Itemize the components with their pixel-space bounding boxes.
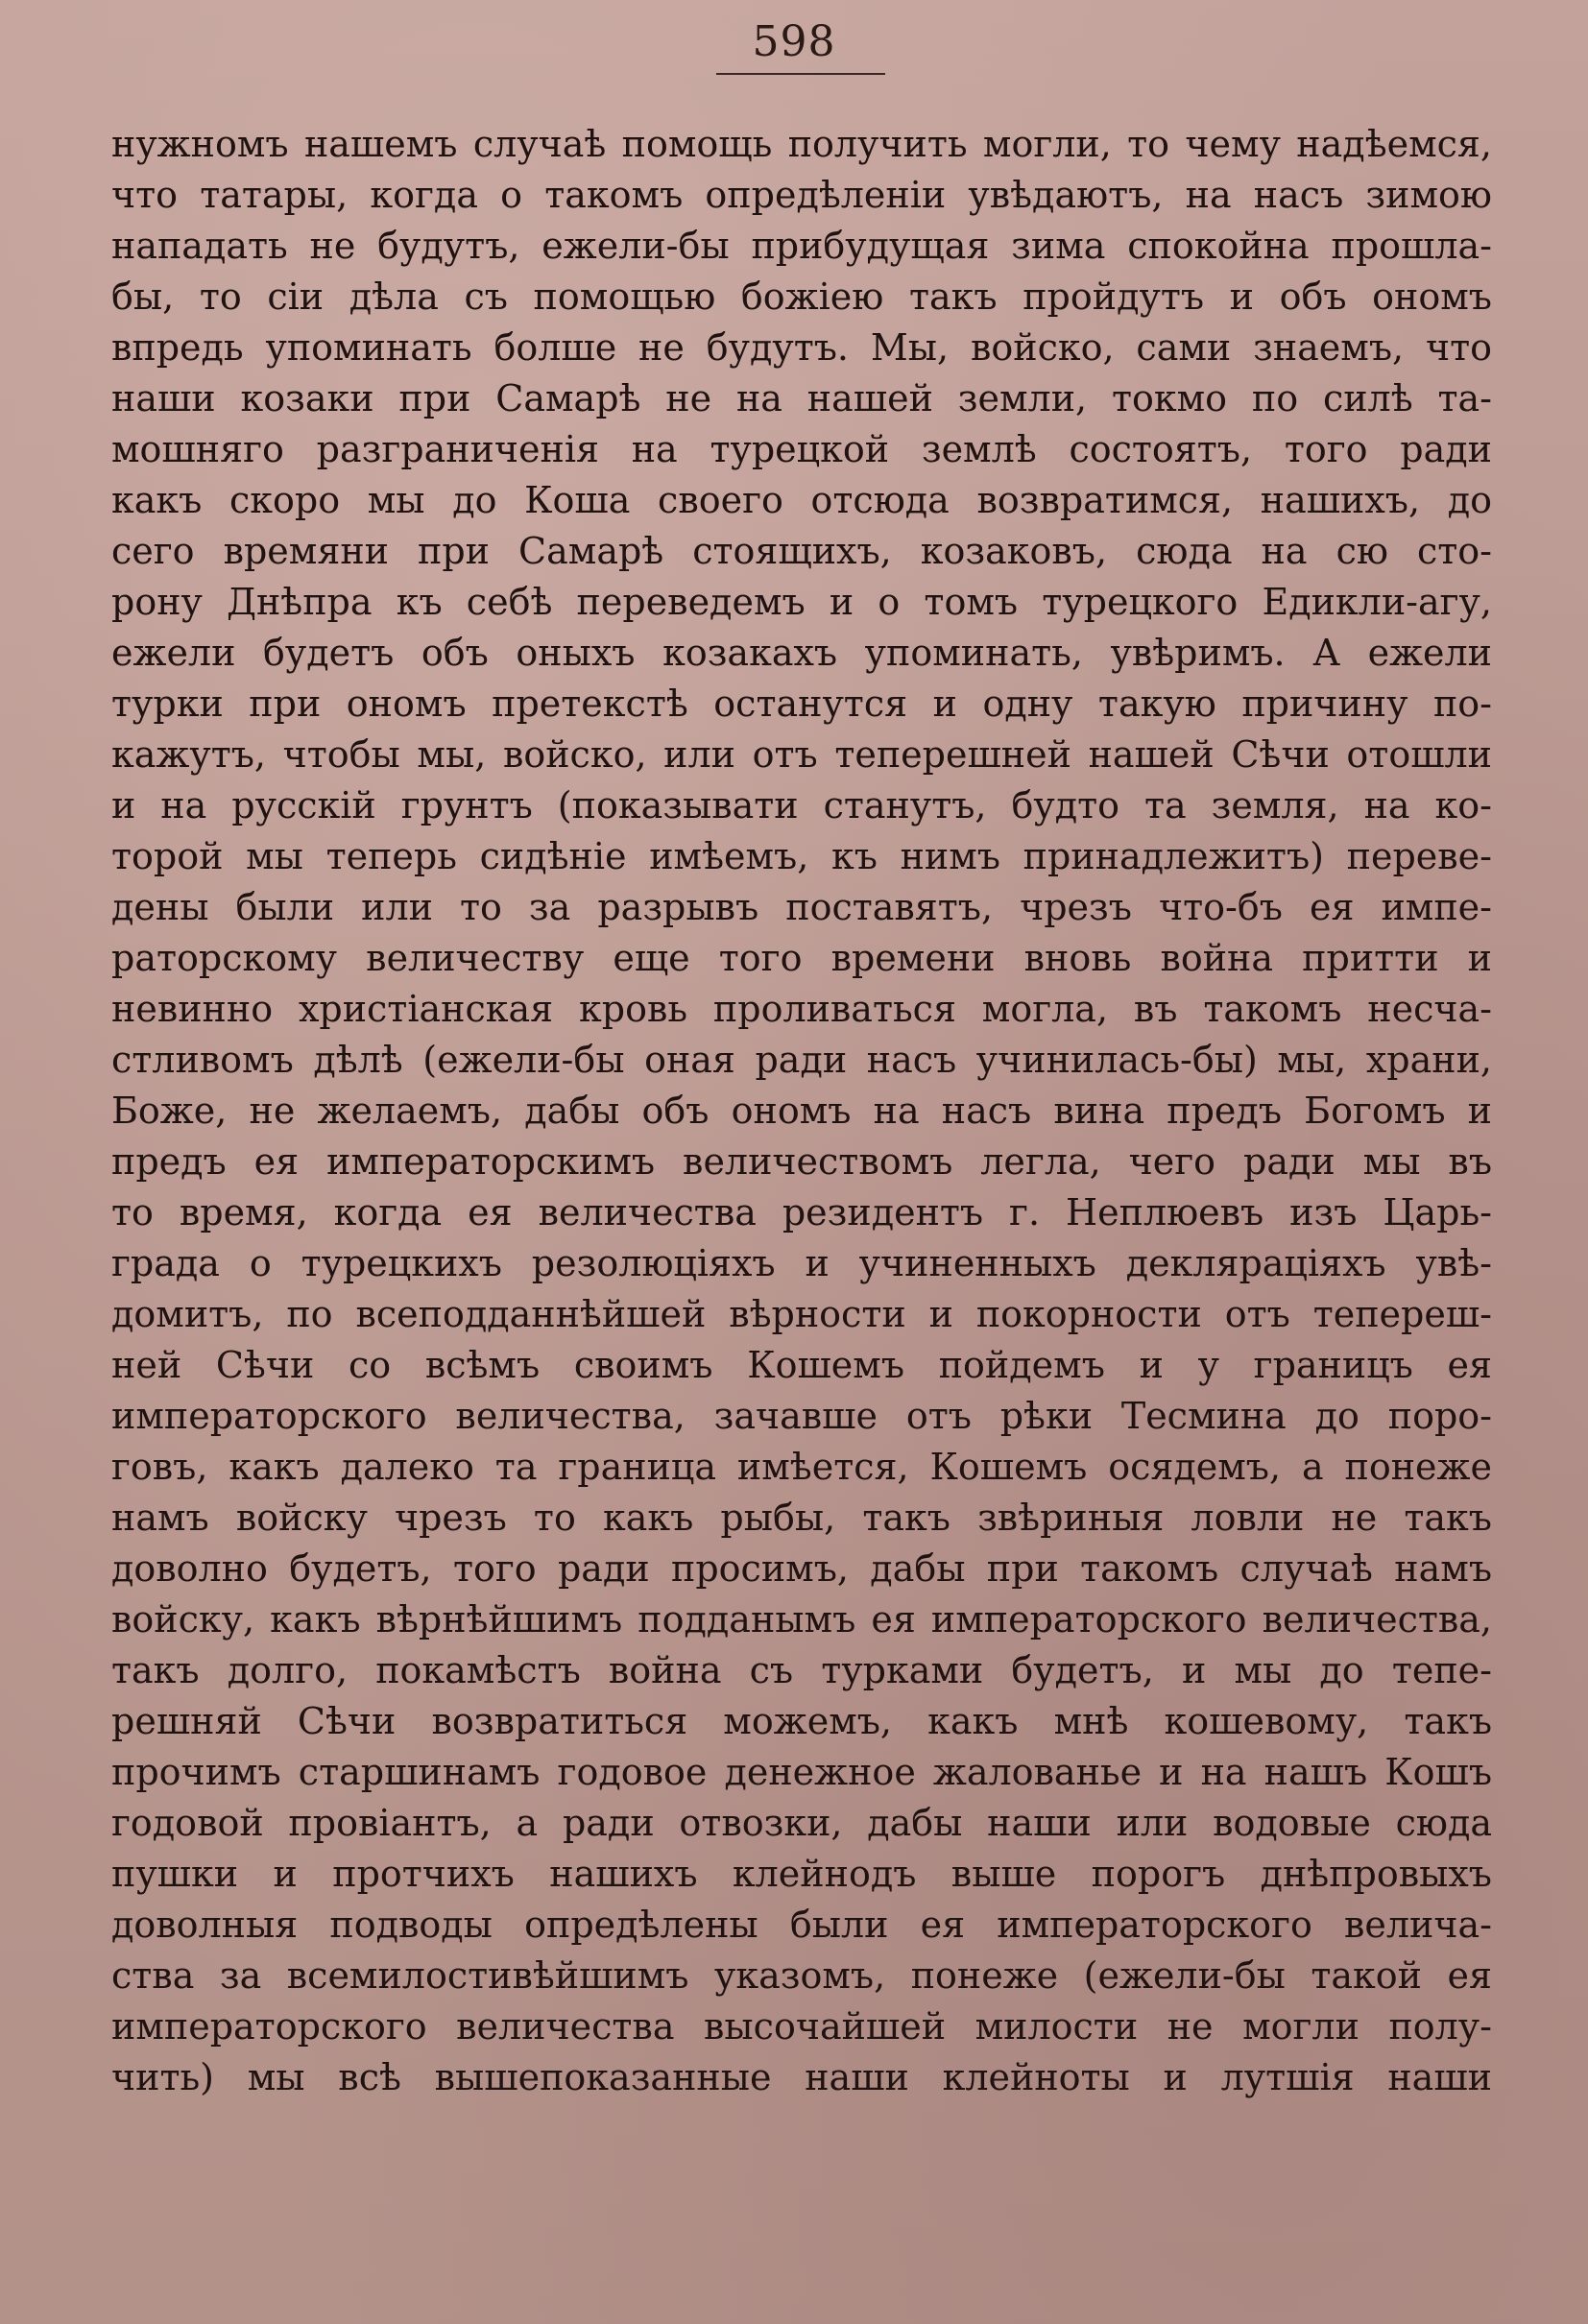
text-line: раторскому величеству еще того времени вновь война притти и bbox=[111, 937, 1492, 979]
text-line: нужномъ нашемъ случаѣ помощь получить могли, то чему надѣемся, bbox=[111, 123, 1492, 165]
text-line: прочимъ старшинамъ годовое денежное жалованье и на нашъ Кошъ bbox=[111, 1751, 1492, 1793]
text-line: града о турецкихъ резолюціяхъ и учиненныхъ декляраціяхъ увѣ- bbox=[111, 1242, 1492, 1284]
text-line: невинно христіанская кровь проливаться могла, въ такомъ несча- bbox=[111, 988, 1492, 1030]
text-line: императорского величества, зачавше отъ рѣки Тесмина до поро- bbox=[111, 1395, 1492, 1437]
text-line: то время, когда ея величества резидентъ г. Неплюевъ изъ Царь- bbox=[111, 1191, 1492, 1234]
text-line: войску, какъ вѣрнѣйшимъ подданымъ ея императорского величества, bbox=[111, 1598, 1492, 1641]
text-line: такъ долго, покамѣстъ война съ турками будетъ, и мы до тепе- bbox=[111, 1649, 1492, 1691]
body-text bbox=[111, 119, 1492, 2103]
text-line: императорского величества высочайшей милости не могли полу- bbox=[111, 2005, 1492, 2048]
text-line: сего времяни при Самарѣ стоящихъ, козаковъ, сюда на сю сто- bbox=[111, 530, 1492, 572]
text-line: чить) мы всѣ вышепоказанные наши клейноты и лутшія наши bbox=[111, 2056, 1492, 2098]
text-line: нападать не будутъ, ежели-бы прибудущая зима спокойна прошла- bbox=[111, 225, 1492, 267]
text-line: ежели будетъ объ оныхъ козакахъ упоминать, увѣримъ. А ежели bbox=[111, 632, 1492, 674]
text-line: рону Днѣпра къ себѣ переведемъ и о томъ турецкого Едикли-агу, bbox=[111, 581, 1492, 623]
text-line: домитъ, по всеподданнѣйшей вѣрности и покорности отъ тепереш- bbox=[111, 1293, 1492, 1335]
text-line: торой мы теперь сидѣніе имѣемъ, къ нимъ принадлежитъ) переве- bbox=[111, 835, 1492, 877]
text-line: стливомъ дѣлѣ (ежели-бы оная ради насъ учинилась-бы) мы, храни, bbox=[111, 1039, 1492, 1081]
text-line: намъ войску чрезъ то какъ рыбы, такъ звѣриныя ловли не такъ bbox=[111, 1497, 1492, 1539]
text-line: пушки и протчихъ нашихъ клейнодъ выше порогъ днѣпровыхъ bbox=[111, 1853, 1492, 1895]
text-line: какъ скоро мы до Коша своего отсюда возвратимся, нашихъ, до bbox=[111, 479, 1492, 521]
text-line: и на русскій грунтъ (показывати станутъ, будто та земля, на ко- bbox=[111, 784, 1492, 827]
text-line: решняй Сѣчи возвратиться можемъ, какъ мнѣ кошевому, такъ bbox=[111, 1700, 1492, 1742]
text-line: турки при ономъ претекстѣ останутся и одну такую причину по- bbox=[111, 683, 1492, 725]
text-line: ней Сѣчи со всѣмъ своимъ Кошемъ пойдемъ и у границъ ея bbox=[111, 1344, 1492, 1386]
text-line: что татары, когда о такомъ опредѣленіи увѣдаютъ, на насъ зимою bbox=[111, 174, 1492, 216]
text-line: Боже, не желаемъ, дабы объ ономъ на насъ вина предъ Богомъ и bbox=[111, 1090, 1492, 1132]
text-line: доволныя подводы опредѣлены были ея императорского велича- bbox=[111, 1904, 1492, 1946]
text-line: впредь упоминать болше не будутъ. Мы, войско, сами знаемъ, что bbox=[111, 326, 1492, 369]
text-line: ства за всемилостивѣйшимъ указомъ, понеже (ежели-бы такой ея bbox=[111, 1954, 1492, 1997]
text-line: наши козаки при Самарѣ не на нашей земли, токмо по силѣ та- bbox=[111, 377, 1492, 419]
text-line: говъ, какъ далеко та граница имѣется, Кошемъ осядемъ, а понеже bbox=[111, 1446, 1492, 1488]
text-line: дены были или то за разрывъ поставятъ, чрезъ что-бъ ея импе- bbox=[111, 886, 1492, 928]
page-number: 598 bbox=[752, 17, 836, 66]
text-line: предъ ея императорскимъ величествомъ легла, чего ради мы въ bbox=[111, 1140, 1492, 1183]
text-line: мошняго разграниченія на турецкой землѣ состоятъ, того ради bbox=[111, 428, 1492, 470]
text-line: бы, то сіи дѣла съ помощью божіею такъ пройдутъ и объ ономъ bbox=[111, 276, 1492, 318]
text-line: годовой провіантъ, а ради отвозки, дабы наши или водовые сюда bbox=[111, 1802, 1492, 1844]
text-line: доволно будетъ, того ради просимъ, дабы при такомъ случаѣ намъ bbox=[111, 1547, 1492, 1590]
text-line: кажутъ, чтобы мы, войско, или отъ теперешней нашей Сѣчи отошли bbox=[111, 733, 1492, 776]
header-rule bbox=[716, 73, 885, 75]
